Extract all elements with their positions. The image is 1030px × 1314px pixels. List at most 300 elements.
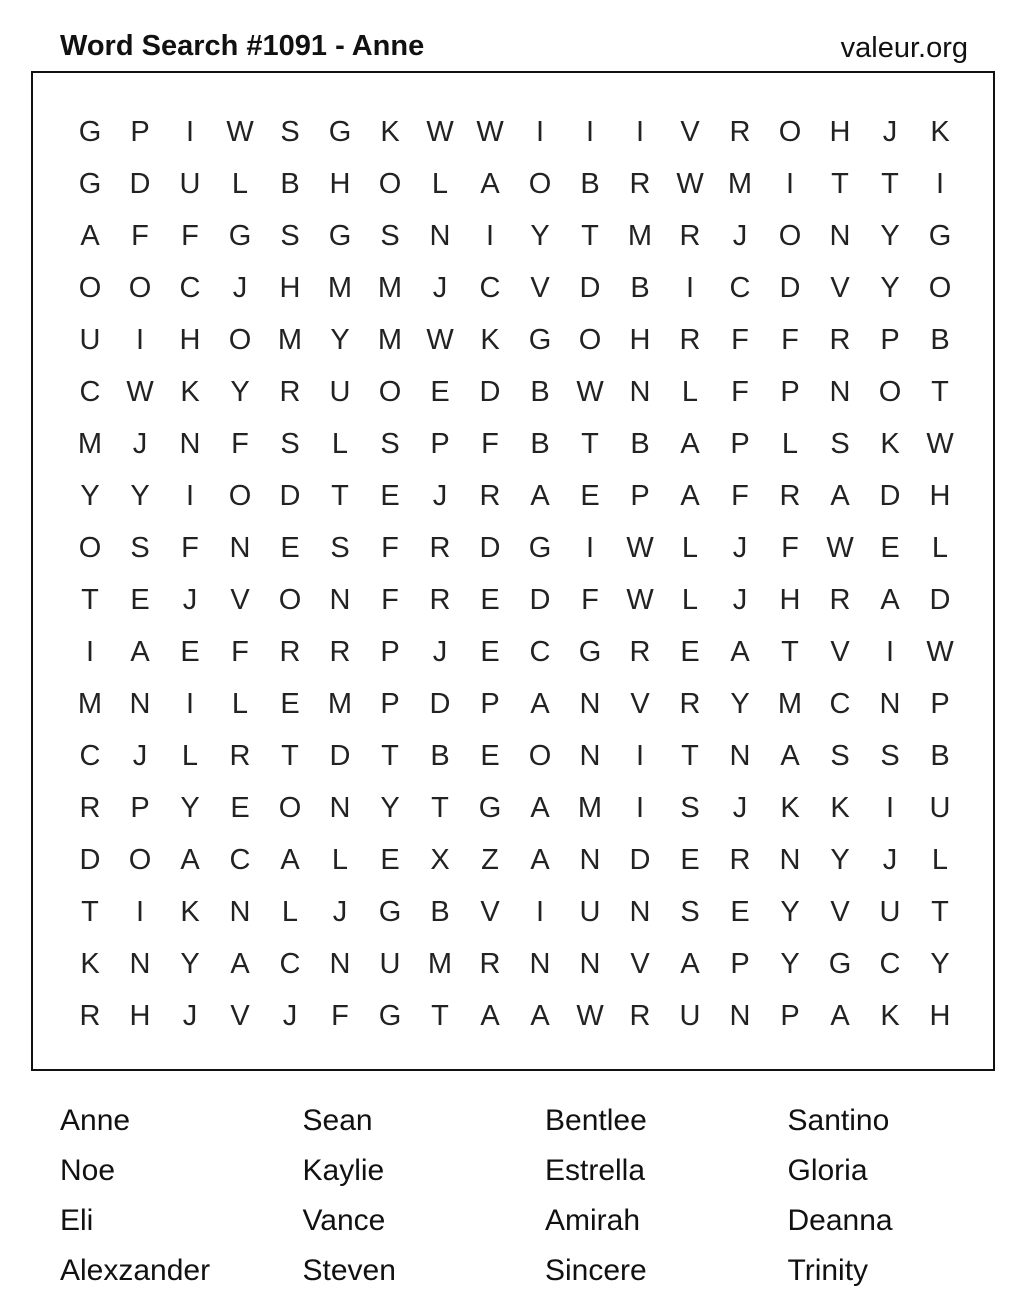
grid-cell[interactable]: U <box>179 167 201 200</box>
grid-cell[interactable]: T <box>931 375 949 408</box>
grid-cell[interactable]: Y <box>780 895 800 928</box>
grid-cell[interactable]: A <box>680 479 700 512</box>
grid-cell[interactable]: R <box>79 791 101 824</box>
grid-cell[interactable]: L <box>781 427 799 460</box>
grid-cell[interactable]: P <box>630 479 650 512</box>
grid-cell[interactable]: C <box>829 687 851 720</box>
grid-cell[interactable]: O <box>278 583 302 616</box>
grid-cell[interactable]: I <box>635 115 645 148</box>
grid-cell[interactable]: O <box>78 271 102 304</box>
grid-cell[interactable]: F <box>781 323 799 356</box>
grid-cell[interactable]: I <box>485 219 495 252</box>
grid-cell[interactable]: T <box>581 219 599 252</box>
grid-cell[interactable]: W <box>426 323 454 356</box>
grid-cell[interactable]: D <box>329 739 351 772</box>
grid-cell[interactable]: L <box>231 167 249 200</box>
grid-cell[interactable]: O <box>378 167 402 200</box>
grid-cell[interactable]: N <box>229 531 251 564</box>
grid-cell[interactable]: R <box>729 843 751 876</box>
grid-cell[interactable]: T <box>931 895 949 928</box>
grid-cell[interactable]: I <box>535 895 545 928</box>
grid-cell[interactable]: G <box>78 115 102 148</box>
grid-cell[interactable]: A <box>130 635 150 668</box>
grid-cell[interactable]: E <box>730 895 750 928</box>
grid-cell[interactable]: A <box>830 479 850 512</box>
grid-cell[interactable]: F <box>731 375 749 408</box>
grid-cell[interactable]: D <box>479 531 501 564</box>
grid-cell[interactable]: C <box>479 271 501 304</box>
grid-cell[interactable]: R <box>429 583 451 616</box>
grid-cell[interactable]: F <box>181 219 199 252</box>
grid-cell[interactable]: L <box>231 687 249 720</box>
grid-cell[interactable]: R <box>629 167 651 200</box>
grid-cell[interactable]: F <box>181 531 199 564</box>
grid-cell[interactable]: T <box>881 167 899 200</box>
grid-cell[interactable]: E <box>480 583 500 616</box>
grid-cell[interactable]: L <box>431 167 449 200</box>
grid-cell[interactable]: R <box>279 375 301 408</box>
grid-cell[interactable]: N <box>729 999 751 1032</box>
grid-cell[interactable]: H <box>129 999 151 1032</box>
grid-cell[interactable]: C <box>79 375 101 408</box>
grid-cell[interactable]: N <box>579 947 601 980</box>
grid-cell[interactable]: T <box>831 167 849 200</box>
grid-cell[interactable]: Y <box>330 323 350 356</box>
grid-cell[interactable]: N <box>879 687 901 720</box>
grid-cell[interactable]: A <box>230 947 250 980</box>
grid-cell[interactable]: G <box>528 531 552 564</box>
grid-cell[interactable]: N <box>779 843 801 876</box>
grid-cell[interactable]: N <box>179 427 201 460</box>
grid-cell[interactable]: M <box>727 167 753 200</box>
grid-cell[interactable]: N <box>579 843 601 876</box>
grid-cell[interactable]: A <box>780 739 800 772</box>
grid-cell[interactable]: J <box>182 999 198 1032</box>
grid-cell[interactable]: M <box>627 219 653 252</box>
grid-cell[interactable]: S <box>880 739 900 772</box>
grid-cell[interactable]: F <box>581 583 599 616</box>
grid-cell[interactable]: E <box>130 583 150 616</box>
grid-cell[interactable]: F <box>781 531 799 564</box>
grid-cell[interactable]: B <box>430 739 450 772</box>
grid-cell[interactable]: I <box>185 687 195 720</box>
grid-cell[interactable]: C <box>879 947 901 980</box>
grid-cell[interactable]: A <box>480 999 500 1032</box>
grid-cell[interactable]: W <box>476 115 504 148</box>
grid-cell[interactable]: E <box>280 687 300 720</box>
grid-cell[interactable]: H <box>829 115 851 148</box>
grid-cell[interactable]: L <box>331 843 349 876</box>
grid-cell[interactable]: I <box>785 167 795 200</box>
grid-cell[interactable]: E <box>680 635 700 668</box>
grid-cell[interactable]: B <box>630 427 650 460</box>
grid-cell[interactable]: P <box>780 375 800 408</box>
grid-cell[interactable]: J <box>732 531 748 564</box>
grid-cell[interactable]: H <box>929 999 951 1032</box>
grid-cell[interactable]: D <box>129 167 151 200</box>
grid-cell[interactable]: M <box>277 323 303 356</box>
grid-cell[interactable]: U <box>929 791 951 824</box>
grid-cell[interactable]: G <box>328 115 352 148</box>
grid-cell[interactable]: I <box>85 635 95 668</box>
grid-cell[interactable]: J <box>732 583 748 616</box>
grid-cell[interactable]: S <box>830 739 850 772</box>
grid-cell[interactable]: V <box>680 115 700 148</box>
grid-cell[interactable]: D <box>779 271 801 304</box>
grid-cell[interactable]: Y <box>880 271 900 304</box>
grid-cell[interactable]: E <box>880 531 900 564</box>
grid-cell[interactable]: C <box>729 271 751 304</box>
grid-cell[interactable]: C <box>79 739 101 772</box>
grid-cell[interactable]: G <box>478 791 502 824</box>
grid-cell[interactable]: H <box>779 583 801 616</box>
grid-cell[interactable]: T <box>381 739 399 772</box>
grid-cell[interactable]: O <box>578 323 602 356</box>
grid-cell[interactable]: P <box>880 323 900 356</box>
grid-cell[interactable]: R <box>829 323 851 356</box>
grid-cell[interactable]: E <box>230 791 250 824</box>
grid-cell[interactable]: N <box>529 947 551 980</box>
grid-cell[interactable]: P <box>130 115 150 148</box>
grid-cell[interactable]: O <box>778 115 802 148</box>
grid-cell[interactable]: K <box>480 323 500 356</box>
grid-cell[interactable]: M <box>77 687 103 720</box>
grid-cell[interactable]: M <box>377 323 403 356</box>
grid-cell[interactable]: V <box>230 583 250 616</box>
grid-cell[interactable]: R <box>329 635 351 668</box>
grid-cell[interactable]: O <box>228 323 252 356</box>
grid-cell[interactable]: I <box>185 115 195 148</box>
grid-cell[interactable]: N <box>429 219 451 252</box>
grid-cell[interactable]: T <box>581 427 599 460</box>
grid-cell[interactable]: L <box>681 375 699 408</box>
grid-cell[interactable]: D <box>279 479 301 512</box>
grid-cell[interactable]: D <box>429 687 451 720</box>
grid-cell[interactable]: R <box>429 531 451 564</box>
grid-cell[interactable]: O <box>878 375 902 408</box>
grid-cell[interactable]: A <box>80 219 100 252</box>
grid-cell[interactable]: D <box>929 583 951 616</box>
grid-cell[interactable]: J <box>182 583 198 616</box>
grid-cell[interactable]: K <box>880 427 900 460</box>
grid-cell[interactable]: Y <box>930 947 950 980</box>
grid-cell[interactable]: D <box>579 271 601 304</box>
grid-cell[interactable]: O <box>228 479 252 512</box>
grid-cell[interactable]: G <box>328 219 352 252</box>
grid-cell[interactable]: G <box>528 323 552 356</box>
grid-cell[interactable]: L <box>681 531 699 564</box>
grid-cell[interactable]: F <box>381 583 399 616</box>
grid-cell[interactable]: U <box>879 895 901 928</box>
grid-cell[interactable]: B <box>630 271 650 304</box>
grid-cell[interactable]: M <box>427 947 453 980</box>
grid-cell[interactable]: S <box>680 791 700 824</box>
grid-cell[interactable]: N <box>629 375 651 408</box>
grid-cell[interactable]: B <box>930 739 950 772</box>
grid-cell[interactable]: O <box>528 167 552 200</box>
grid-cell[interactable]: W <box>626 531 654 564</box>
grid-cell[interactable]: Y <box>830 843 850 876</box>
grid-cell[interactable]: T <box>431 791 449 824</box>
grid-cell[interactable]: F <box>481 427 499 460</box>
grid-cell[interactable]: D <box>629 843 651 876</box>
grid-cell[interactable]: N <box>229 895 251 928</box>
grid-cell[interactable]: E <box>430 375 450 408</box>
grid-cell[interactable]: F <box>731 323 749 356</box>
grid-cell[interactable]: S <box>280 115 300 148</box>
grid-cell[interactable]: S <box>330 531 350 564</box>
grid-cell[interactable]: E <box>480 739 500 772</box>
grid-cell[interactable]: G <box>828 947 852 980</box>
grid-cell[interactable]: D <box>479 375 501 408</box>
grid-cell[interactable]: L <box>331 427 349 460</box>
grid-cell[interactable]: I <box>185 479 195 512</box>
grid-cell[interactable]: P <box>480 687 500 720</box>
grid-cell[interactable]: V <box>630 687 650 720</box>
grid-cell[interactable]: N <box>329 791 351 824</box>
grid-cell[interactable]: U <box>379 947 401 980</box>
grid-cell[interactable]: Y <box>130 479 150 512</box>
grid-cell[interactable]: W <box>826 531 854 564</box>
grid-cell[interactable]: M <box>377 271 403 304</box>
grid-cell[interactable]: V <box>830 635 850 668</box>
grid-cell[interactable]: B <box>430 895 450 928</box>
grid-cell[interactable]: F <box>231 635 249 668</box>
grid-cell[interactable]: R <box>829 583 851 616</box>
grid-cell[interactable]: N <box>579 739 601 772</box>
grid-cell[interactable]: G <box>578 635 602 668</box>
grid-cell[interactable]: E <box>680 843 700 876</box>
grid-cell[interactable]: N <box>129 687 151 720</box>
grid-cell[interactable]: G <box>78 167 102 200</box>
grid-cell[interactable]: J <box>882 115 898 148</box>
grid-cell[interactable]: I <box>635 791 645 824</box>
grid-cell[interactable]: P <box>380 687 400 720</box>
grid-cell[interactable]: I <box>885 791 895 824</box>
grid-cell[interactable]: I <box>585 531 595 564</box>
grid-cell[interactable]: B <box>580 167 600 200</box>
grid-cell[interactable]: C <box>529 635 551 668</box>
grid-cell[interactable]: W <box>126 375 154 408</box>
grid-cell[interactable]: J <box>132 427 148 460</box>
grid-cell[interactable]: Y <box>730 687 750 720</box>
grid-cell[interactable]: S <box>130 531 150 564</box>
grid-cell[interactable]: N <box>829 219 851 252</box>
grid-cell[interactable]: J <box>882 843 898 876</box>
grid-cell[interactable]: H <box>279 271 301 304</box>
grid-cell[interactable]: J <box>432 635 448 668</box>
grid-cell[interactable]: Y <box>180 947 200 980</box>
grid-cell[interactable]: P <box>430 427 450 460</box>
grid-cell[interactable]: J <box>132 739 148 772</box>
grid-cell[interactable]: V <box>830 895 850 928</box>
grid-cell[interactable]: O <box>778 219 802 252</box>
grid-cell[interactable]: D <box>529 583 551 616</box>
grid-cell[interactable]: Y <box>380 791 400 824</box>
grid-cell[interactable]: L <box>681 583 699 616</box>
grid-cell[interactable]: B <box>530 427 550 460</box>
grid-cell[interactable]: K <box>380 115 400 148</box>
grid-cell[interactable]: J <box>432 479 448 512</box>
grid-cell[interactable]: J <box>732 219 748 252</box>
grid-cell[interactable]: V <box>230 999 250 1032</box>
grid-cell[interactable]: H <box>929 479 951 512</box>
grid-cell[interactable]: A <box>880 583 900 616</box>
grid-cell[interactable]: N <box>329 947 351 980</box>
grid-cell[interactable]: A <box>680 427 700 460</box>
grid-cell[interactable]: Y <box>880 219 900 252</box>
grid-cell[interactable]: P <box>380 635 400 668</box>
grid-cell[interactable]: I <box>685 271 695 304</box>
grid-cell[interactable]: Y <box>80 479 100 512</box>
grid-cell[interactable]: H <box>329 167 351 200</box>
grid-cell[interactable]: J <box>732 791 748 824</box>
grid-cell[interactable]: J <box>432 271 448 304</box>
grid-cell[interactable]: R <box>279 635 301 668</box>
grid-cell[interactable]: P <box>930 687 950 720</box>
grid-cell[interactable]: T <box>81 895 99 928</box>
grid-cell[interactable]: P <box>730 427 750 460</box>
grid-cell[interactable]: A <box>530 999 550 1032</box>
grid-cell[interactable]: I <box>135 895 145 928</box>
grid-cell[interactable]: S <box>280 219 300 252</box>
grid-cell[interactable]: J <box>282 999 298 1032</box>
grid-cell[interactable]: Z <box>481 843 499 876</box>
grid-cell[interactable]: I <box>135 323 145 356</box>
grid-cell[interactable]: M <box>777 687 803 720</box>
grid-cell[interactable]: S <box>380 219 400 252</box>
grid-cell[interactable]: Y <box>230 375 250 408</box>
grid-cell[interactable]: F <box>331 999 349 1032</box>
grid-cell[interactable]: L <box>931 843 949 876</box>
grid-cell[interactable]: O <box>78 531 102 564</box>
grid-cell[interactable]: A <box>680 947 700 980</box>
grid-cell[interactable]: M <box>327 271 353 304</box>
grid-cell[interactable]: N <box>329 583 351 616</box>
grid-cell[interactable]: T <box>781 635 799 668</box>
grid-cell[interactable]: C <box>229 843 251 876</box>
grid-cell[interactable]: P <box>780 999 800 1032</box>
grid-cell[interactable]: O <box>928 271 952 304</box>
grid-cell[interactable]: H <box>629 323 651 356</box>
grid-cell[interactable]: X <box>430 843 450 876</box>
grid-cell[interactable]: D <box>879 479 901 512</box>
grid-cell[interactable]: K <box>180 895 200 928</box>
grid-cell[interactable]: E <box>380 479 400 512</box>
grid-cell[interactable]: O <box>528 739 552 772</box>
grid-cell[interactable]: I <box>885 635 895 668</box>
grid-cell[interactable]: O <box>128 843 152 876</box>
grid-cell[interactable]: R <box>79 999 101 1032</box>
grid-cell[interactable]: N <box>129 947 151 980</box>
grid-cell[interactable]: J <box>232 271 248 304</box>
grid-cell[interactable]: B <box>930 323 950 356</box>
grid-cell[interactable]: W <box>426 115 454 148</box>
grid-cell[interactable]: R <box>479 947 501 980</box>
grid-cell[interactable]: W <box>926 635 954 668</box>
grid-cell[interactable]: T <box>431 999 449 1032</box>
grid-cell[interactable]: T <box>81 583 99 616</box>
grid-cell[interactable]: V <box>480 895 500 928</box>
grid-cell[interactable]: W <box>676 167 704 200</box>
grid-cell[interactable]: M <box>327 687 353 720</box>
grid-cell[interactable]: R <box>679 323 701 356</box>
grid-cell[interactable]: R <box>779 479 801 512</box>
grid-cell[interactable]: R <box>629 999 651 1032</box>
grid-cell[interactable]: K <box>880 999 900 1032</box>
grid-cell[interactable]: A <box>180 843 200 876</box>
grid-cell[interactable]: F <box>131 219 149 252</box>
grid-cell[interactable]: R <box>729 115 751 148</box>
grid-cell[interactable]: S <box>680 895 700 928</box>
grid-cell[interactable]: T <box>681 739 699 772</box>
grid-cell[interactable]: A <box>530 843 550 876</box>
grid-cell[interactable]: F <box>231 427 249 460</box>
grid-cell[interactable]: R <box>229 739 251 772</box>
grid-cell[interactable]: I <box>935 167 945 200</box>
grid-cell[interactable]: U <box>579 895 601 928</box>
grid-cell[interactable]: A <box>530 791 550 824</box>
grid-cell[interactable]: O <box>128 271 152 304</box>
grid-cell[interactable]: I <box>585 115 595 148</box>
grid-cell[interactable]: E <box>480 635 500 668</box>
grid-cell[interactable]: C <box>179 271 201 304</box>
grid-cell[interactable]: I <box>535 115 545 148</box>
grid-cell[interactable]: H <box>179 323 201 356</box>
grid-cell[interactable]: K <box>930 115 950 148</box>
grid-cell[interactable]: U <box>679 999 701 1032</box>
grid-cell[interactable]: B <box>280 167 300 200</box>
grid-cell[interactable]: U <box>329 375 351 408</box>
grid-cell[interactable]: D <box>79 843 101 876</box>
grid-cell[interactable]: I <box>635 739 645 772</box>
grid-cell[interactable]: O <box>278 791 302 824</box>
grid-cell[interactable]: V <box>530 271 550 304</box>
grid-cell[interactable]: P <box>130 791 150 824</box>
grid-cell[interactable]: S <box>280 427 300 460</box>
grid-cell[interactable]: E <box>380 843 400 876</box>
grid-cell[interactable]: G <box>378 895 402 928</box>
grid-cell[interactable]: Y <box>530 219 550 252</box>
grid-cell[interactable]: M <box>577 791 603 824</box>
grid-cell[interactable]: B <box>530 375 550 408</box>
grid-cell[interactable]: O <box>378 375 402 408</box>
grid-cell[interactable]: V <box>630 947 650 980</box>
grid-cell[interactable]: C <box>279 947 301 980</box>
grid-cell[interactable]: N <box>629 895 651 928</box>
grid-cell[interactable]: A <box>730 635 750 668</box>
grid-cell[interactable]: N <box>829 375 851 408</box>
grid-cell[interactable]: U <box>79 323 101 356</box>
grid-cell[interactable]: S <box>380 427 400 460</box>
grid-cell[interactable]: Y <box>780 947 800 980</box>
grid-cell[interactable]: L <box>931 531 949 564</box>
grid-cell[interactable]: V <box>830 271 850 304</box>
grid-cell[interactable]: W <box>926 427 954 460</box>
grid-cell[interactable]: T <box>281 739 299 772</box>
grid-cell[interactable]: A <box>830 999 850 1032</box>
grid-cell[interactable]: W <box>576 999 604 1032</box>
grid-cell[interactable]: R <box>679 219 701 252</box>
grid-cell[interactable]: S <box>830 427 850 460</box>
grid-cell[interactable]: A <box>530 479 550 512</box>
grid-cell[interactable]: J <box>332 895 348 928</box>
grid-cell[interactable]: N <box>729 739 751 772</box>
grid-cell[interactable]: K <box>80 947 100 980</box>
grid-cell[interactable]: K <box>830 791 850 824</box>
grid-cell[interactable]: E <box>580 479 600 512</box>
grid-cell[interactable]: F <box>731 479 749 512</box>
